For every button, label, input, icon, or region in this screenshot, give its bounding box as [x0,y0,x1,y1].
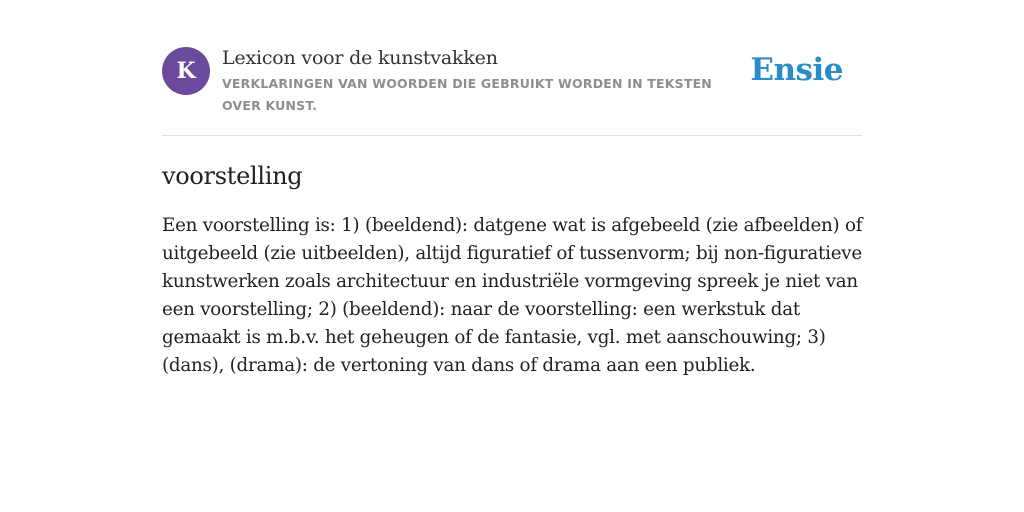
lexicon-titles [222,45,742,117]
lexicon-header [162,0,862,136]
lexicon-avatar[interactable]: K [162,47,210,95]
lexicon-title[interactable]: Lexicon voor de kunstvakken [222,47,498,69]
entry-card [162,0,862,380]
entry-term: voorstelling [162,162,303,190]
entry-definition: Een voorstelling is: 1) (beeldend): datgene wat is afgebeeld (zie afbeelden) of uitgebeeld (zie uitbeelden), altijd figuratief of tussenvorm; bij non-figuratieve kunstwerken zoals architectuur en industriële vormgeving spreek je niet van een voorstelling; 2) (beeldend): naar de voorstelling: een werkstuk dat gemaakt is m.b.v. het geheugen of de fantasie, vgl. met aanschouwing; 3) (dans), (drama): de vertoning van dans of drama aan een publiek. [162,215,863,376]
lexicon-subtitle: VERKLARINGEN VAN WOORDEN DIE GEBRUIKT WORDEN IN TEKSTEN OVER KUNST. [222,76,712,113]
ensie-logo[interactable]: Ensie [750,52,843,88]
